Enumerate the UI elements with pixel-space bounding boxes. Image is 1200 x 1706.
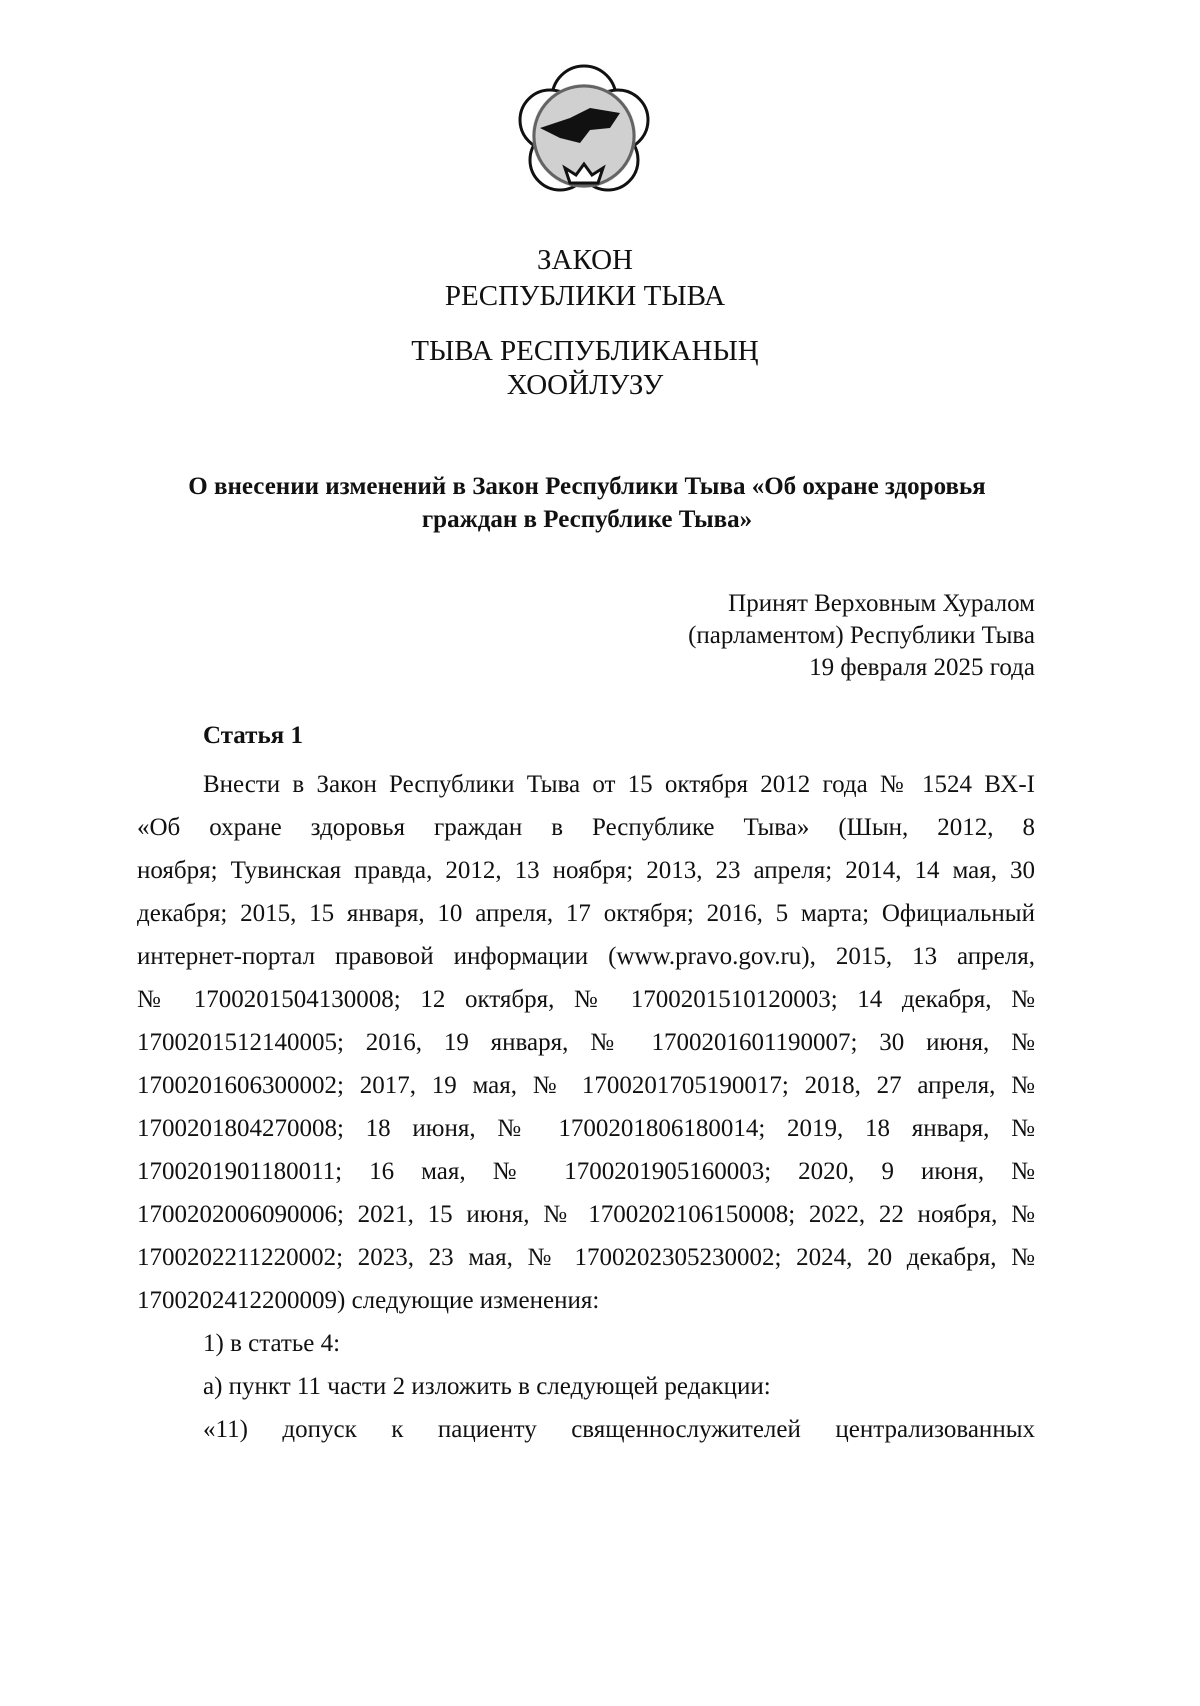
body-line: 1700201512140005; 2016, 19 января, № 1700201601190007; 30 июня, №	[137, 1029, 1035, 1056]
body-line: 1700201901180011; 16 мая, № 1700201905160003; 2020, 9 июня, №	[137, 1158, 1035, 1185]
tuvan-heading: ТЫВА РЕСПУБЛИКАНЫҢ	[411, 335, 759, 367]
body-line: «11) допуск к пациенту священнослужителей централизованных	[203, 1416, 1035, 1443]
body-line: ноября; Тувинская правда, 2012, 13 ноября; 2013, 23 апреля; 2014, 14 мая, 30	[137, 857, 1035, 884]
adoption-line: (парламентом) Республики Тыва	[688, 622, 1035, 649]
tuvan-law-heading: ХООЙЛУЗУ	[506, 369, 664, 401]
body-line: а) пункт 11 части 2 изложить в следующей редакции:	[203, 1373, 771, 1400]
law-heading: ЗАКОН	[537, 244, 633, 276]
document-title	[137, 470, 1037, 536]
body-line: 1700201804270008; 18 июня, № 1700201806180014; 2019, 18 января, №	[137, 1115, 1035, 1142]
body-line: интернет-портал правовой информации (www.pravo.gov.ru), 2015, 13 апреля,	[137, 943, 1035, 970]
body-line: декабря; 2015, 15 января, 10 апреля, 17 октября; 2016, 5 марта; Официальный	[137, 900, 1035, 927]
body-line: «Об охране здоровья граждан в Республике Тыва» (Шын, 2012, 8	[137, 814, 1035, 841]
body-line: 1700201606300002; 2017, 19 мая, № 1700201705190017; 2018, 27 апреля, №	[137, 1072, 1035, 1099]
body-line: 1700202412200009) следующие изменения:	[137, 1287, 600, 1314]
adoption-line: Принят Верховным Хуралом	[728, 590, 1035, 617]
body-line: № 1700201504130008; 12 октября, № 1700201510120003; 14 декабря, №	[137, 986, 1035, 1013]
body-line: 1700202211220002; 2023, 23 мая, № 1700202305230002; 2024, 20 декабря, №	[137, 1244, 1035, 1271]
article-body	[137, 763, 1035, 1451]
adoption-date: 19 февраля 2025 года	[809, 654, 1035, 681]
body-line: Внести в Закон Республики Тыва от 15 октября 2012 года № 1524 ВХ-I	[203, 771, 1035, 798]
title-line: О внесении изменений в Закон Республики Тыва «Об охране здоровья	[188, 473, 986, 500]
coat-of-arms-emblem	[510, 58, 658, 206]
republic-heading: РЕСПУБЛИКИ ТЫВА	[444, 280, 726, 312]
body-line: 1) в статье 4:	[203, 1330, 341, 1357]
body-line: 1700202006090006; 2021, 15 июня, № 1700202106150008; 2022, 22 ноября, №	[137, 1201, 1035, 1228]
adoption-info	[688, 588, 1035, 684]
title-line: граждан в Республике Тыва»	[421, 506, 753, 533]
article-heading: Статья 1	[203, 722, 303, 749]
